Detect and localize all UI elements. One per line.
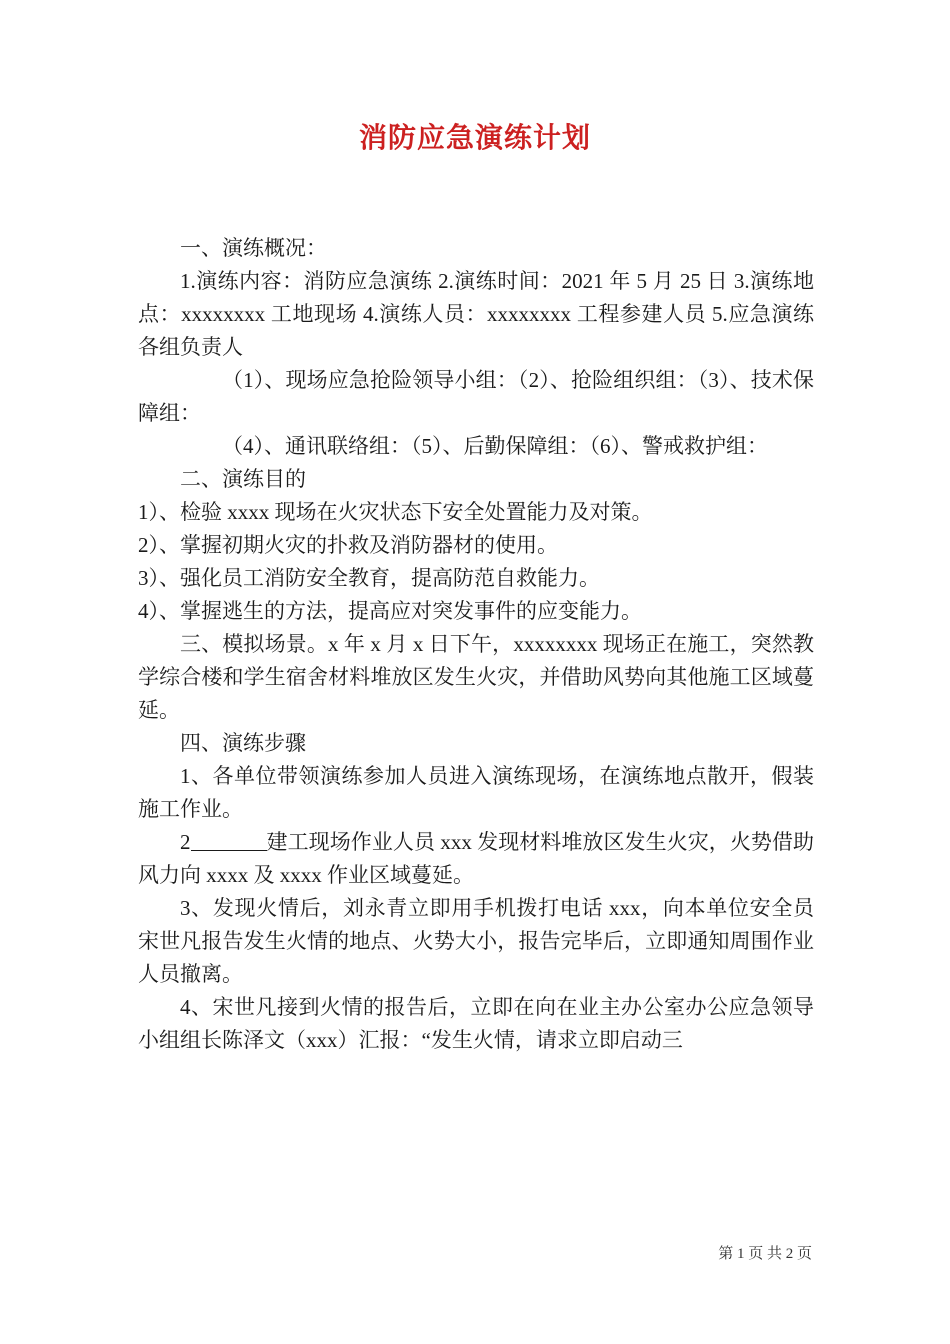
paragraph-step-4: 4、宋世凡接到火情的报告后，立即在向在业主办公室办公应急领导小组组长陈泽文（xxx）汇报：“发生火情，请求立即启动三 — [138, 995, 814, 1052]
page-number-footer: 第 1 页 共 2 页 — [718, 1246, 812, 1262]
paragraph-purpose-2: 2）、掌握初期火灾的扑救及消防器材的使用。 — [138, 533, 558, 557]
step-2-text: 建工现场作业人员 xxx 发现材料堆放区发生火灾，火势借助风力向 xxxx 及 xxxx 作业区域蔓延。 — [138, 830, 814, 887]
blank-fill-underline — [191, 829, 267, 851]
paragraph-section-one-heading: 一、演练概况： — [180, 236, 327, 260]
paragraph-section-two-heading: 二、演练目的 — [180, 467, 306, 491]
page-header-margin — [0, 0, 950, 100]
paragraph-group-list-b: （4）、通讯联络组：（5）、后勤保障组：（6）、警戒救护组： — [222, 434, 768, 458]
paragraph-purpose-3: 3）、强化员工消防安全教育，提高防范自救能力。 — [138, 566, 600, 590]
paragraph-group-list-a: （1）、现场应急抢险领导小组：（2）、抢险组织组：（3）、技术保障组： — [138, 368, 814, 425]
paragraph-section-four-heading: 四、演练步骤 — [180, 731, 306, 755]
paragraph-step-3: 3、发现火情后，刘永青立即用手机拨打电话 xxx，向本单位安全员宋世凡报告发生火情的地点、火势大小，报告完毕后，立即通知周围作业人员撤离。 — [138, 896, 814, 986]
paragraph-step-1: 1、各单位带领演练参加人员进入演练现场，在演练地点散开，假装施工作业。 — [138, 764, 814, 821]
paragraph-purpose-1: 1）、检验 xxxx 现场在火灾状态下安全处置能力及对策。 — [138, 500, 653, 524]
paragraph-step-2 — [138, 826, 814, 892]
page-title: 消防应急演练计划 — [358, 122, 591, 153]
step-2-marker: 2 — [180, 830, 191, 854]
paragraph-purpose-4: 4）、掌握逃生的方法，提高应对突发事件的应变能力。 — [138, 599, 642, 623]
document-body — [138, 232, 814, 1057]
paragraph-section-three-scenario: 三、模拟场景。x 年 x 月 x 日下午，xxxxxxxx 现场正在施工，突然教学综合楼和学生宿舍材料堆放区发生火灾，并借助风势向其他施工区域蔓延。 — [138, 632, 814, 722]
paragraph-drill-overview: 1.演练内容：消防应急演练 2.演练时间：2021 年 5 月 25 日 3.演练地点：xxxxxxxx 工地现场 4.演练人员：xxxxxxxx 工程参建人员 5.应急演练各组负责人 — [138, 269, 814, 359]
